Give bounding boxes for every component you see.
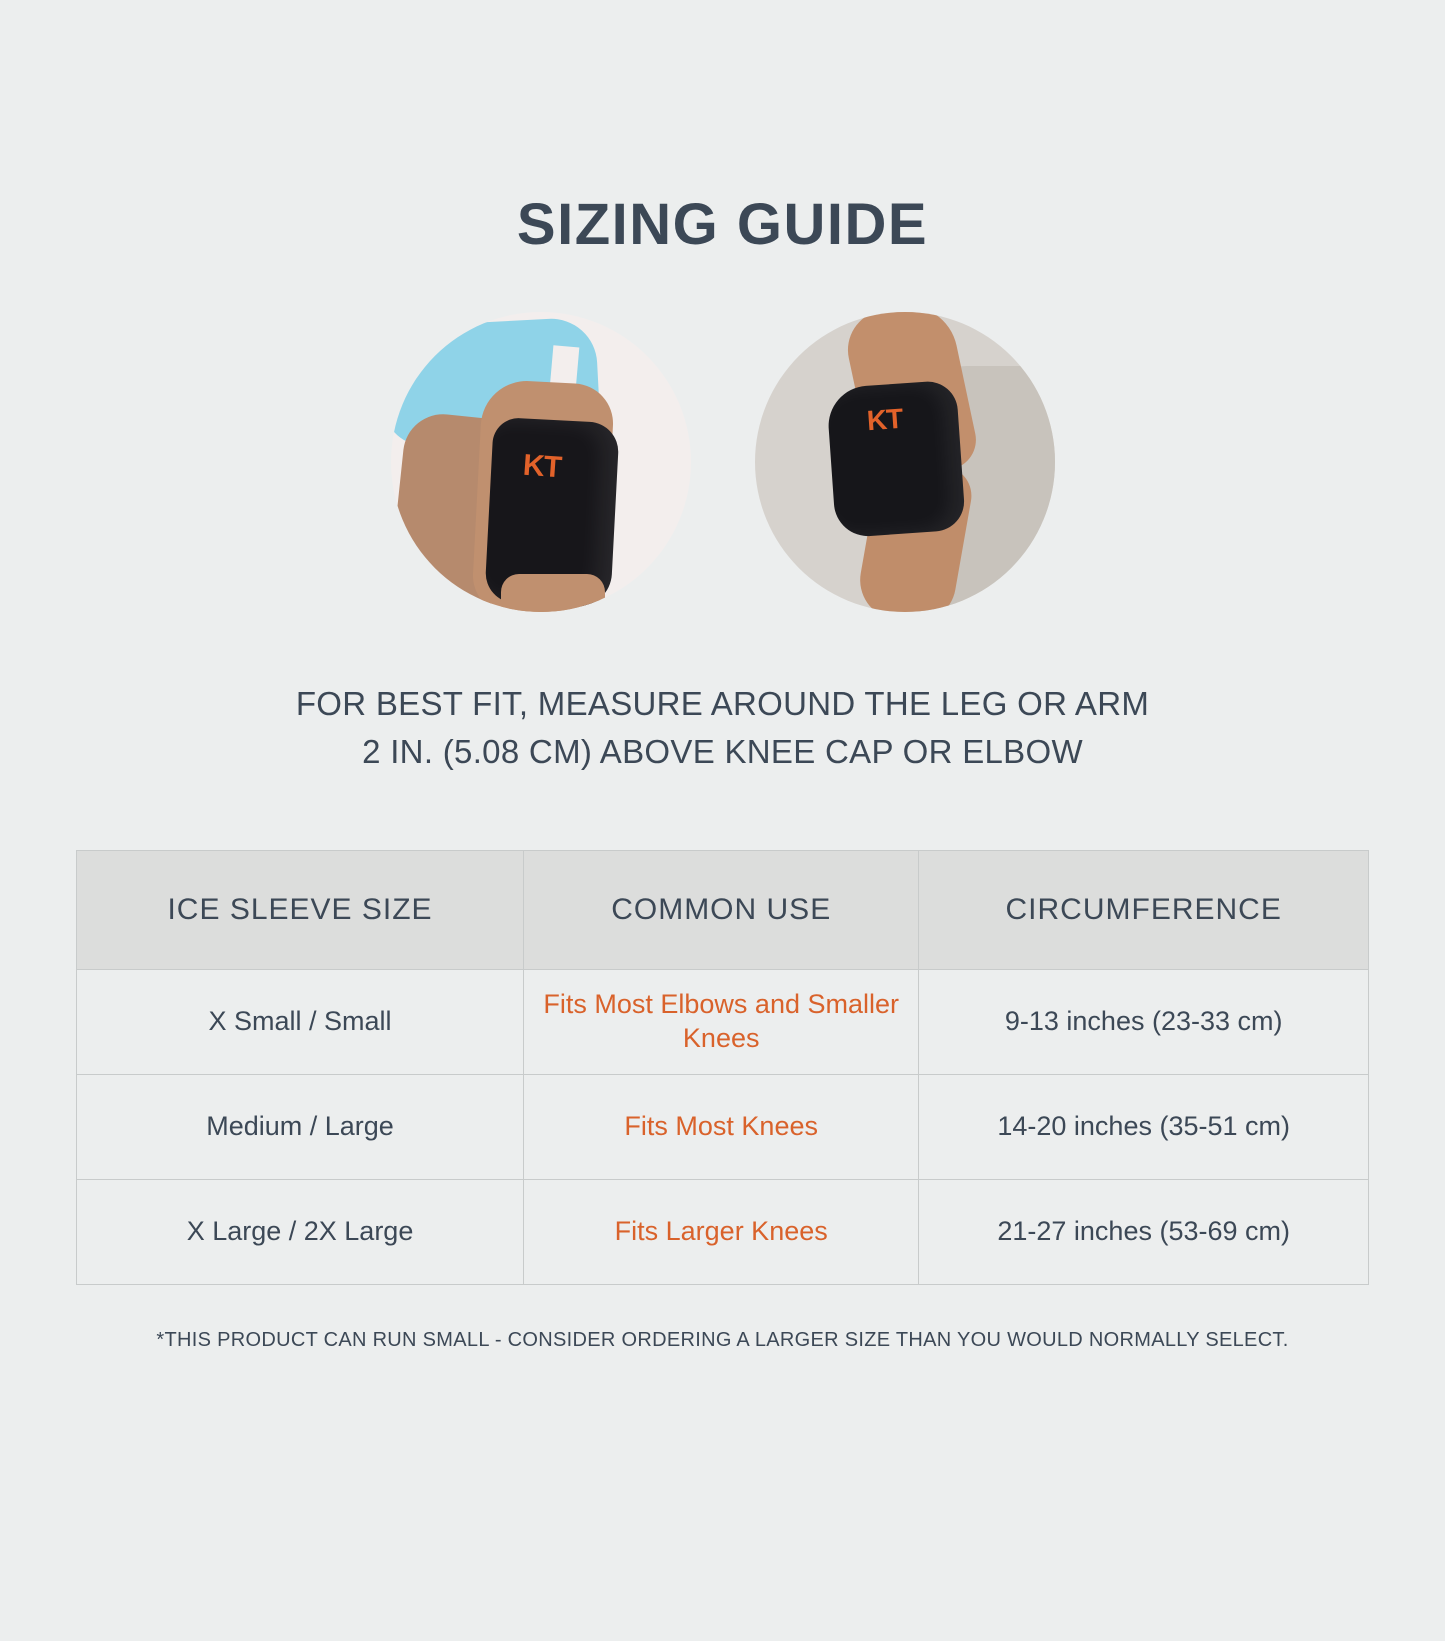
cell-common-use: Fits Most Knees [524,1074,919,1179]
knee-sleeve-photo [391,312,691,612]
sizing-guide-page [0,192,1445,1641]
cell-circumference: 21-27 inches (53-69 cm) [919,1179,1369,1284]
cell-common-use: Fits Larger Knees [524,1179,919,1284]
cell-common-use: Fits Most Elbows and Smaller Knees [524,969,919,1074]
cell-circumference: 14-20 inches (35-51 cm) [919,1074,1369,1179]
column-header-circumference: CIRCUMFERENCE [919,850,1369,969]
table-header-row [77,850,1369,969]
sizing-table-wrapper [76,850,1369,1285]
cell-size: X Large / 2X Large [77,1179,524,1284]
brand-logo-icon: KT [865,402,903,437]
elbow-sleeve-photo [755,312,1055,612]
cell-size: X Small / Small [77,969,524,1074]
fit-instructions-line-2: 2 IN. (5.08 CM) ABOVE KNEE CAP OR ELBOW [362,732,1083,770]
sizing-table [76,850,1369,1285]
column-header-common-use: COMMON USE [524,850,919,969]
fit-instructions-line-1: FOR BEST FIT, MEASURE AROUND THE LEG OR ARM [295,685,1150,722]
shin-shape [501,574,605,612]
brand-logo-icon: KT [521,448,562,485]
fit-instructions [0,680,1445,776]
footnote: *THIS PRODUCT CAN RUN SMALL - CONSIDER ORDERING A LARGER SIZE THAN YOU WOULD NORMALLY SELECT. [156,1328,1289,1351]
page-title: SIZING GUIDE [516,192,929,257]
cell-circumference: 9-13 inches (23-33 cm) [919,969,1369,1074]
cell-size: Medium / Large [77,1074,524,1179]
table-row [77,969,1369,1074]
table-row [77,1179,1369,1284]
table-row [77,1074,1369,1179]
column-header-size: ICE SLEEVE SIZE [77,850,524,969]
product-photos [0,312,1445,612]
